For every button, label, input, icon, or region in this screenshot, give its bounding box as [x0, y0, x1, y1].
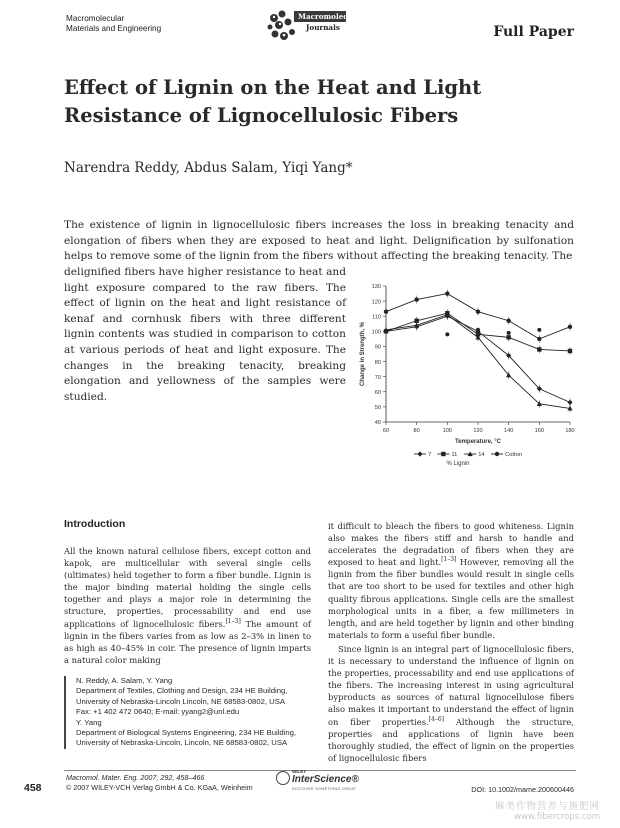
- y-tick-label: 90: [374, 344, 381, 351]
- legend-label: 14: [478, 452, 485, 459]
- x-tick-label: 120: [473, 428, 483, 434]
- paper-type-label: Full Paper: [493, 24, 574, 40]
- page-number: 458: [24, 782, 42, 794]
- journal-name-line2: Materials and Engineering: [66, 24, 162, 33]
- y-tick-label: 110: [372, 314, 381, 321]
- data-point-extra: [507, 331, 511, 335]
- x-tick-label: 80: [413, 428, 420, 434]
- abstract-full-width: The existence of lignin in lignocellulosic fibers increases the loss in breaking tenacity and elongation of fibers when they are exposed to heat and light. Delignification by sulfonation helps to remove some of the lignin from the fibers without affecting the breaking tenacity. The: [64, 219, 574, 263]
- data-point-extra: [445, 332, 449, 336]
- data-point-cotton: [384, 309, 388, 313]
- introduction-heading: Introduction: [64, 518, 126, 530]
- col2-paragraph-1: [328, 520, 574, 641]
- affil-line5: Y. Yang: [76, 717, 102, 727]
- data-point-cotton: [506, 319, 510, 323]
- journal-name-line1: Macromolecular: [66, 14, 125, 23]
- col2-p2b: Although the structure, properties and applications of lignin have been thoroughly studied, the effect of lignin on the properties of lignocellulosic fibers: [328, 716, 575, 763]
- strength-temperature-chart: [352, 278, 580, 474]
- data-point-cotton: [445, 291, 449, 295]
- y-tick-label: 120: [371, 299, 381, 306]
- interscience-icon: [276, 771, 290, 785]
- affil-line2: Department of Textiles, Clothing and Design, 234 HE Building,: [76, 686, 288, 696]
- col2-p1-ref: [1–3]: [441, 556, 457, 564]
- data-point-11: [568, 349, 572, 353]
- col2-paragraph-2: [328, 643, 574, 764]
- data-point-7: [567, 400, 572, 405]
- interscience-small: WILEY: [292, 769, 307, 774]
- y-tick-label: 100: [371, 329, 381, 336]
- col2-p1a: it difficult to bleach the fibers to good whiteness. Lignin also makes the fibers stiff and harsh to handle and accelerates the degradation of fibers when they are exposed to heat and light.: [328, 521, 574, 568]
- x-tick-label: 160: [534, 428, 545, 434]
- journal-citation: [66, 773, 253, 793]
- data-point-cotton: [476, 309, 480, 313]
- y-tick-label: 70: [374, 374, 381, 381]
- legend-title: % Lignin: [446, 461, 470, 467]
- citation-line2: © 2007 WILEY-VCH Verlag GmbH & Co. KGaA, Weinheim: [66, 783, 253, 792]
- legend-marker: [441, 452, 445, 456]
- affil-line3: University of Nebraska-Lincoln Lincoln, NE 68583-0802, USA: [76, 696, 285, 706]
- data-point-cotton: [414, 297, 418, 301]
- col1-text: All the known natural cellulose fibers, except cotton and kapok, are multicellular with several single cells (ultimates) held together to form a fiber bundle. Lignin is the major binding material holding the single cells together and plays a major role in determining the structure, properties, processability and end use applications of lignocellulosic fibers.: [64, 546, 311, 629]
- col2-p1b: However, removing all the lignin from the fiber bundles would result in single cells that are too short to be used for textiles and other high quality fibrous applications. Single cells are the smallest morphological units in a fiber, a few millimeters in length, and are held together by lignin and other binding materials to form a useful fiber bundle.: [328, 557, 574, 640]
- data-point-extra: [537, 328, 541, 332]
- legend-label: 11: [451, 452, 458, 459]
- article-authors: Narendra Reddy, Abdus Salam, Yiqi Yang*: [64, 160, 353, 176]
- watermark-url: www.fibercrops.com: [514, 812, 600, 822]
- y-tick-label: 80: [374, 359, 381, 366]
- x-tick-label: 140: [503, 428, 514, 434]
- journal-name: [66, 14, 161, 34]
- x-tick-label: 180: [565, 428, 575, 434]
- data-point-cotton: [537, 337, 541, 341]
- macromolecular-journals-logo: [266, 8, 365, 44]
- data-point-11: [537, 347, 541, 351]
- y-tick-label: 50: [374, 405, 381, 412]
- affil-line6: Department of Biological Systems Engineering, 234 HE Building,: [76, 728, 297, 738]
- y-axis-label: Change in Strength, %: [360, 321, 366, 387]
- col2-p2-ref: [4–6]: [428, 715, 445, 723]
- y-tick-label: 130: [371, 284, 381, 291]
- interscience-logo: [276, 769, 372, 795]
- body-column-2: [328, 520, 574, 764]
- data-point-cotton: [568, 325, 572, 329]
- affil-line4: Fax: +1 402 472 0640; E-mail: yyang2@unl.edu: [76, 707, 240, 717]
- abstract-left-column: delignified fibers have higher resistance to heat and light exposure compared to the raw fibers. The effect of lignin on the heat and light resistance of kenaf and cornhusk fibers with three different lignin contents was studied in comparison to cotton at various periods of heat and light exposure. The changes in the breaking tenacity, breaking elongation and yellowness of the samples were studied.: [64, 266, 346, 403]
- doi-text: DOI: 10.1002/mame.200600446: [471, 785, 574, 794]
- col1-ref: [1–3]: [225, 617, 241, 625]
- article-title: Effect of Lignin on the Heat and Light Resistance of Lignocellulosic Fibers: [64, 76, 482, 127]
- col1-text2: The amount of lignin in the fibers varies from as low as 2–3% in linen to as high as 40–45% in coir. The presence of lignin imparts a natural color making: [64, 618, 311, 665]
- affil-line1: N. Reddy, A. Salam, Y. Yang: [76, 676, 173, 685]
- logo-line2: Journals: [306, 23, 340, 32]
- legend-label: Cotton: [505, 452, 523, 459]
- legend-marker: [495, 452, 499, 456]
- body-column-1: [64, 545, 311, 666]
- citation-line1: Macromol. Mater. Eng. 2007, 292, 458–466: [66, 773, 205, 782]
- chart-svg: [352, 278, 580, 474]
- x-tick-label: 100: [442, 428, 453, 434]
- col2-p2a: Since lignin is an integral part of lignocellulosic fibers, it is necessary to understand the influence of lignin on the properties, processability and end use applications of the fibers. The increasing interest in using agricultural byproducts as sources of natural lignocellulose fibers also makes it important to understand the effect of lignin on fiber properties.: [328, 643, 574, 727]
- data-point-11: [506, 335, 510, 339]
- y-tick-label: 40: [374, 420, 381, 427]
- legend-marker: [417, 451, 422, 456]
- legend-label: 7: [428, 452, 432, 459]
- interscience-name: InterScience®: [292, 774, 359, 785]
- data-point-extra: [476, 328, 480, 332]
- x-axis-label: Temperature, °C: [455, 439, 501, 445]
- author-affiliations: [64, 676, 320, 749]
- affil-line7: University of Nebraska-Lincoln, Lincoln, NE 68583-0802, USA: [76, 738, 288, 748]
- logo-line1: Macromolecular: [298, 12, 365, 21]
- interscience-tagline: DISCOVER SOMETHING GREAT: [292, 787, 357, 791]
- x-tick-label: 60: [382, 428, 390, 434]
- y-tick-label: 60: [374, 389, 381, 396]
- watermark-cn: 麻类作物营养与施肥网: [494, 801, 600, 812]
